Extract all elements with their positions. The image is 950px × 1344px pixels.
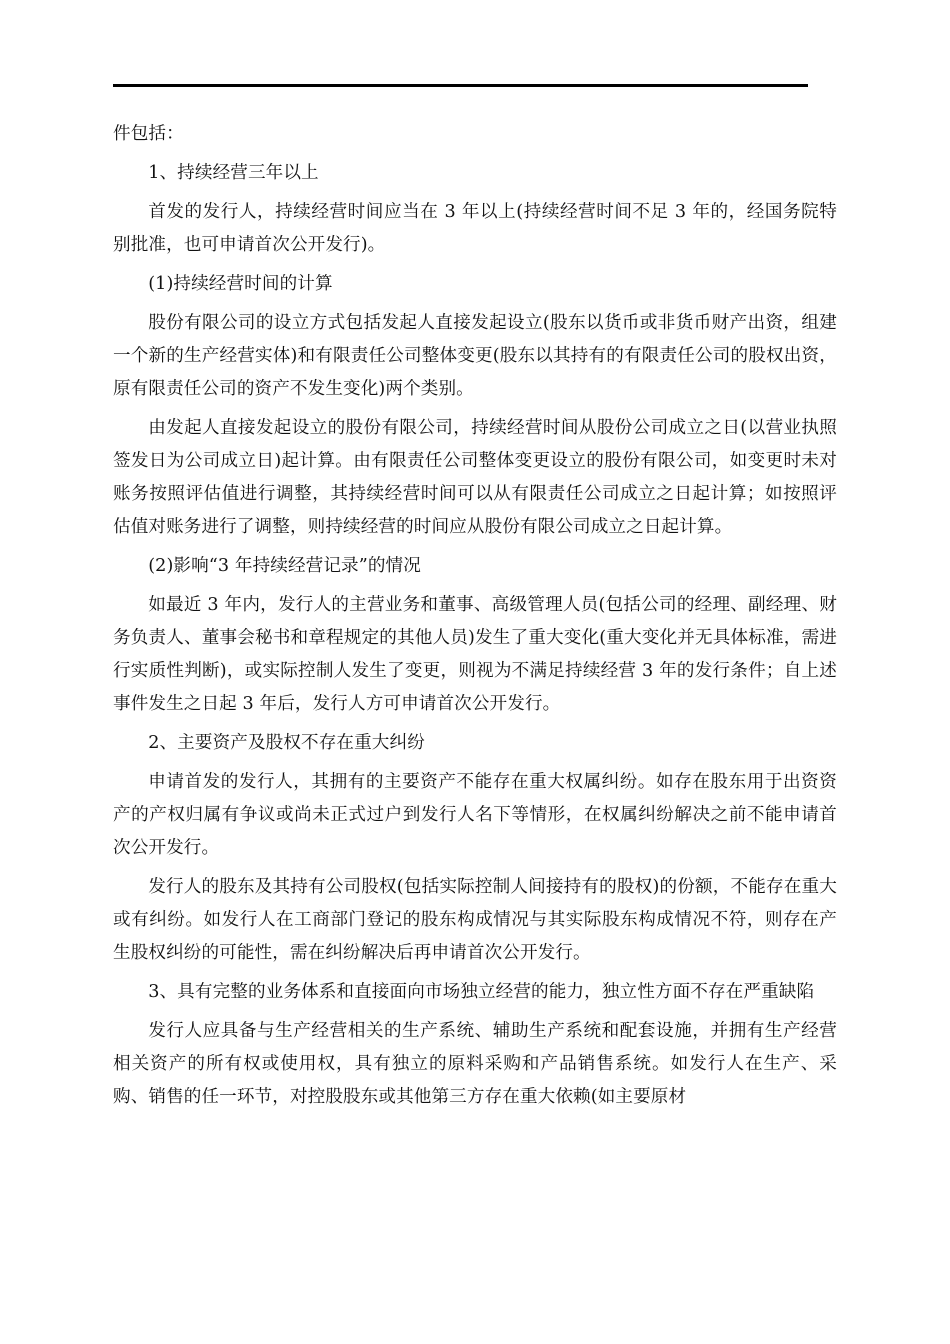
paragraph: 发行人应具备与生产经营相关的生产系统、辅助生产系统和配套设施，并拥有生产经营相关资产的所有权或使用权，具有独立的原料采购和产品销售系统。如发行人在生产、采购、销售的任一环节，对控股股东或其他第三方存在重大依赖(如主要原材 [113, 1021, 837, 1107]
paragraph: 发行人的股东及其持有公司股权(包括实际控制人间接持有的股权)的份额，不能存在重大或有纠纷。如发行人在工商部门登记的股东构成情况与其实际股东构成情况不符，则存在产生股权纠纷的可能性，需在纠纷解决后再申请首次公开发行。 [113, 877, 837, 963]
paragraph: 首发的发行人，持续经营时间应当在 3 年以上(持续经营时间不足 3 年的，经国务院特别批准，也可申请首次公开发行)。 [113, 202, 837, 255]
document-body [113, 118, 837, 1120]
paragraph: 股份有限公司的设立方式包括发起人直接发起设立(股东以货币或非货币财产出资，组建一个新的生产经营实体)和有限责任公司整体变更(股东以其持有的有限责任公司的股权出资，原有限责任公司的资产不发生变化)两个类别。 [113, 313, 837, 399]
section-heading-3: 3、具有完整的业务体系和直接面向市场独立经营的能力，独立性方面不存在严重缺陷 [148, 982, 815, 1002]
paragraph: 如最近 3 年内，发行人的主营业务和董事、高级管理人员(包括公司的经理、副经理、财务负责人、董事会秘书和章程规定的其他人员)发生了重大变化(重大变化并无具体标准，需进行实质性判断)，或实际控制人发生了变更，则视为不满足持续经营 3 年的发行条件；自上述事件发生之日起 3 年后，发行人方可申请首次公开发行。 [113, 595, 837, 714]
subsection-heading-1-1: (1)持续经营时间的计算 [148, 274, 333, 294]
section-heading-2: 2、主要资产及股权不存在重大纠纷 [148, 733, 425, 753]
paragraph: 申请首发的发行人，其拥有的主要资产不能存在重大权属纠纷。如存在股东用于出资资产的产权归属有争议或尚未正式过户到发行人名下等情形，在权属纠纷解决之前不能申请首次公开发行。 [113, 772, 837, 858]
subsection-heading-1-2: (2)影响“3 年持续经营记录”的情况 [148, 556, 421, 576]
header-rule [113, 84, 808, 87]
section-heading-1: 1、持续经营三年以上 [148, 163, 319, 183]
paragraph-continuation: 件包括： [113, 124, 184, 144]
paragraph: 由发起人直接发起设立的股份有限公司，持续经营时间从股份公司成立之日(以营业执照签发日为公司成立日)起计算。由有限责任公司整体变更设立的股份有限公司，如变更时未对账务按照评估值进行调整，其持续经营时间可以从有限责任公司成立之日起计算；如按照评估值对账务进行了调整，则持续经营的时间应从股份有限公司成立之日起计算。 [113, 418, 837, 537]
